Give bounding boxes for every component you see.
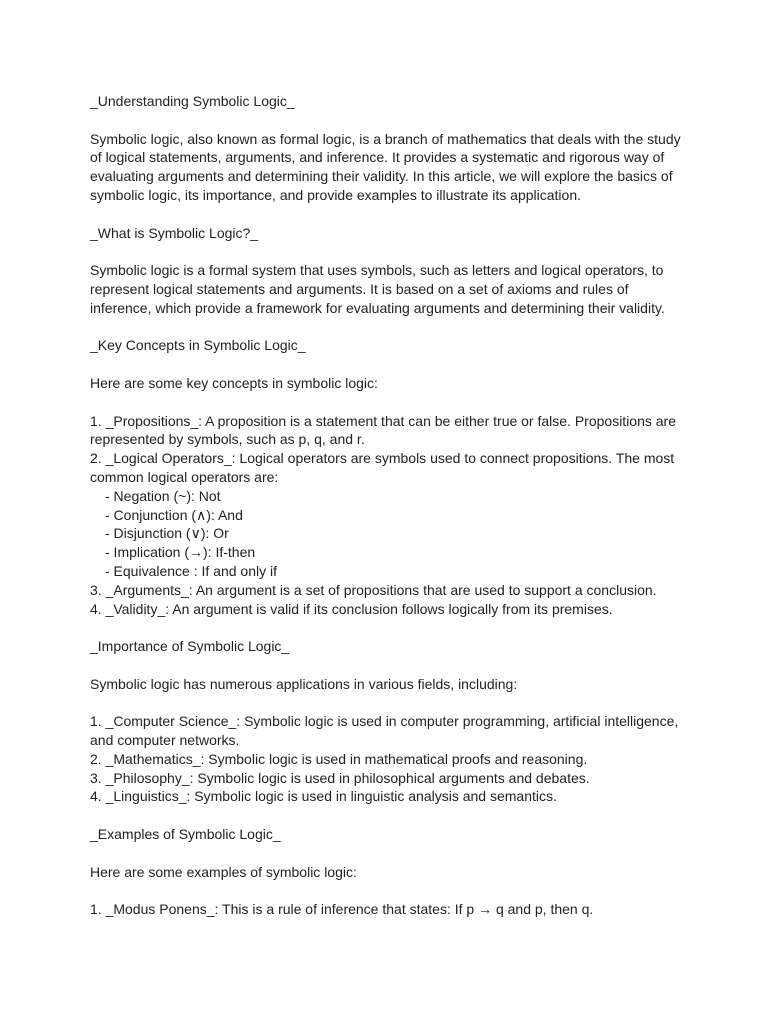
intro-line: Symbolic logic, also known as formal logic, is a branch of mathematics that deals with the study bbox=[90, 130, 681, 147]
spacer bbox=[90, 393, 690, 412]
operator-item: - Conjunction (∧): And bbox=[105, 506, 243, 523]
spacer bbox=[90, 656, 690, 675]
spacer bbox=[90, 806, 690, 825]
spacer bbox=[90, 205, 690, 224]
intro-paragraph bbox=[90, 130, 690, 205]
list-item: 3. _Philosophy_: Symbolic logic is used in philosophical arguments and debates. bbox=[90, 769, 590, 786]
list-item-continued: represented by symbols, such as p, q, and r. bbox=[90, 431, 365, 448]
spacer bbox=[90, 355, 690, 374]
list-item: 3. _Arguments_: An argument is a set of propositions that are used to support a conclusion. bbox=[90, 581, 657, 598]
importance-lead: Symbolic logic has numerous applications in various fields, including: bbox=[90, 675, 518, 692]
concepts-lead: Here are some key concepts in symbolic logic: bbox=[90, 374, 378, 391]
list-item: 1. _Propositions_: A proposition is a statement that can be either true or false. Propositions are bbox=[90, 412, 677, 429]
spacer bbox=[90, 318, 690, 337]
operator-item: - Equivalence : If and only if bbox=[105, 562, 277, 579]
spacer bbox=[90, 881, 690, 900]
heading-understanding: _Understanding Symbolic Logic_ bbox=[90, 93, 295, 109]
spacer bbox=[90, 242, 690, 261]
intro-line: of logical statements, arguments, and inference. It provides a systematic and rigorous way of bbox=[90, 149, 665, 166]
heading-what-is: _What is Symbolic Logic?_ bbox=[90, 224, 259, 241]
operator-item: - Disjunction (∨): Or bbox=[105, 525, 229, 542]
list-item: 1. _Computer Science_: Symbolic logic is used in computer programming, artificial intelligence, bbox=[90, 713, 679, 730]
list-item: 1. _Modus Ponens_: This is a rule of inference that states: If p → q and p, then q. bbox=[90, 901, 594, 918]
list-item: 4. _Validity_: An argument is valid if its conclusion follows logically from its premises. bbox=[90, 600, 613, 617]
examples-lead: Here are some examples of symbolic logic: bbox=[90, 863, 357, 880]
list-item: 4. _Linguistics_: Symbolic logic is used in linguistic analysis and semantics. bbox=[90, 788, 557, 805]
spacer bbox=[90, 844, 690, 863]
what-line: inference, which provide a framework for evaluating arguments and determining their validity. bbox=[90, 299, 665, 316]
what-line: Symbolic logic is a formal system that uses symbols, such as letters and logical operators, to bbox=[90, 262, 664, 279]
importance-list bbox=[90, 712, 690, 806]
spacer bbox=[90, 111, 690, 130]
operator-item: - Negation (~): Not bbox=[105, 487, 221, 504]
intro-line: symbolic logic, its importance, and provide examples to illustrate its application. bbox=[90, 186, 582, 203]
spacer bbox=[90, 618, 690, 637]
list-item-continued: and computer networks. bbox=[90, 732, 240, 749]
spacer bbox=[90, 694, 690, 713]
examples-list bbox=[90, 900, 690, 919]
concepts-list bbox=[90, 412, 690, 619]
list-item-continued: common logical operators are: bbox=[90, 468, 279, 485]
what-line: represent logical statements and arguments. It is based on a set of axioms and rules of bbox=[90, 280, 629, 297]
list-item: 2. _Logical Operators_: Logical operators are symbols used to connect propositions. The most bbox=[90, 450, 675, 467]
what-paragraph bbox=[90, 261, 690, 317]
document-page bbox=[90, 92, 690, 919]
heading-key-concepts: _Key Concepts in Symbolic Logic_ bbox=[90, 337, 306, 354]
intro-line: evaluating arguments and determining their validity. In this article, we will explore the basics of bbox=[90, 168, 673, 185]
operator-item: - Implication (→): If-then bbox=[105, 544, 256, 561]
list-item: 2. _Mathematics_: Symbolic logic is used in mathematical proofs and reasoning. bbox=[90, 750, 588, 767]
heading-importance: _Importance of Symbolic Logic_ bbox=[90, 638, 290, 655]
heading-examples: _Examples of Symbolic Logic_ bbox=[90, 826, 281, 843]
